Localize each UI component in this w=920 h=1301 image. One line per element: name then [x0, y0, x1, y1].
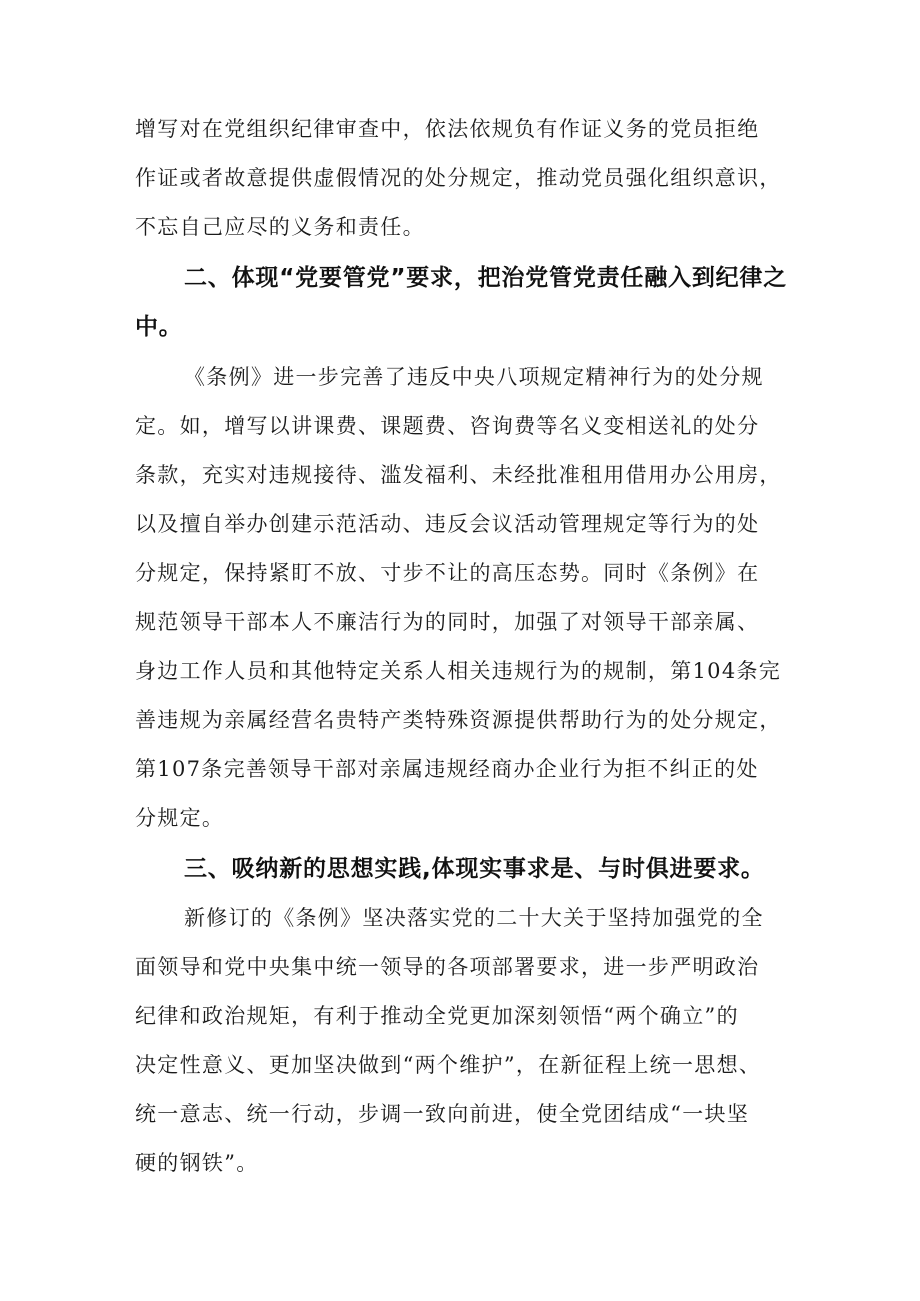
paragraph-3-line-2: 面领导和党中央集中统一领导的各项部署要求，进一步严明政治 [135, 955, 760, 979]
paragraph-2-line-1: 《条例》进一步完善了违反中央八项规定精神行为的处分规 [184, 365, 764, 389]
section-heading-2: 二、体现“党要管党”要求，把治党管党责任融入到纪律之 [184, 265, 788, 291]
paragraph-2-line-5: 分规定，保持紧盯不放、寸步不让的高压态势。同时《条例》在 [135, 561, 760, 585]
paragraph-2-line-4: 以及擅自举办创建示范活动、违反会议活动管理规定等行为的处 [135, 512, 760, 536]
paragraph-2-line-9: 第107条完善领导干部对亲属违规经商办企业行为拒不纠正的处 [135, 757, 759, 781]
paragraph-2-line-6: 规范领导干部本人不廉洁行为的同时，加强了对领导干部亲属、 [135, 610, 760, 634]
paragraph-3-line-3: 纪律和政治规矩，有利于推动全党更加深刻领悟“两个确立”的 [135, 1004, 739, 1028]
paragraph-2-line-2: 定。如，增写以讲课费、课题费、咨询费等名义变相送礼的处分 [135, 414, 760, 438]
paragraph-2-line-3: 条款，充实对违规接待、滥发福利、未经批准租用借用办公用房， [135, 463, 782, 487]
section-heading-2-continued: 中。 [135, 314, 183, 340]
paragraph-2-line-7: 身边工作人员和其他特定关系人相关违规行为的规制，第104条完 [135, 659, 782, 683]
paragraph-1-line-1: 增写对在党组织纪律审查中，依法依规负有作证义务的党员拒绝 [135, 117, 760, 141]
paragraph-3-line-1: 新修订的《条例》坚决落实党的二十大关于坚持加强党的全 [184, 906, 764, 930]
paragraph-1-line-3: 不忘自己应尽的义务和责任。 [135, 215, 425, 239]
paragraph-3-line-6: 硬的钢铁”。 [135, 1151, 259, 1175]
paragraph-3-line-5: 统一意志、统一行动，步调一致向前进，使全党团结成“一块坚 [135, 1102, 750, 1126]
paragraph-3-line-4: 决定性意义、更加坚决做到“两个维护”，在新征程上统一思想、 [135, 1053, 762, 1077]
paragraph-2-line-8: 善违规为亲属经营名贵特产类特殊资源提供帮助行为的处分规定， [135, 708, 782, 732]
section-heading-3: 三、吸纳新的思想实践,体现实事求是、与时俱进要求。 [184, 856, 765, 882]
paragraph-1-line-2: 作证或者故意提供虚假情况的处分规定，推动党员强化组织意识， [135, 166, 782, 190]
paragraph-2-line-10: 分规定。 [135, 806, 225, 830]
